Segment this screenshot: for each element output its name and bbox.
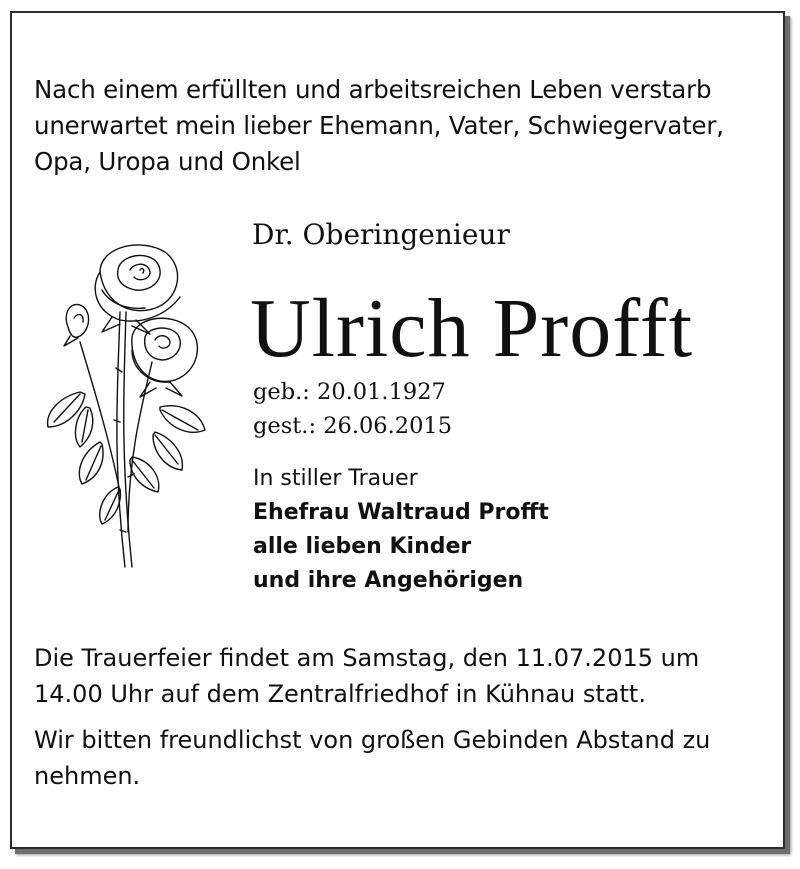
mourner-line: alle lieben Kinder: [253, 534, 472, 559]
request-line: nehmen.: [34, 762, 141, 790]
intro-text: [34, 72, 754, 180]
intro-line: Opa, Uropa und Onkel: [34, 147, 301, 176]
mourners-heading: In stiller Trauer: [253, 466, 418, 491]
intro-line: Nach einem erfüllten und arbeitsreichen Leben verstarb: [34, 75, 712, 104]
request-text: [34, 722, 759, 794]
request-line: Wir bitten freundlichst von großen Gebinden Abstand zu: [34, 726, 711, 754]
rose-illustration-icon: [40, 232, 215, 572]
intro-line: unerwartet mein lieber Ehemann, Vater, Schwiegervater,: [34, 111, 724, 140]
funeral-line: Die Trauerfeier findet am Samstag, den 11.07.2015 um: [34, 644, 700, 672]
mourner-line: und ihre Angehörigen: [253, 568, 524, 593]
life-dates: [253, 375, 452, 443]
birth-date: geb.: 20.01.1927: [253, 379, 446, 405]
funeral-line: 14.00 Uhr auf dem Zentralfriedhof in Kühnau statt.: [34, 680, 646, 708]
funeral-info: [34, 640, 759, 712]
mourners-block: [253, 462, 549, 598]
death-date: gest.: 26.06.2015: [253, 413, 453, 439]
deceased-name: Ulrich Profft: [250, 282, 694, 375]
deceased-title: Dr. Oberingenieur: [252, 218, 510, 251]
mourner-line: Ehefrau Waltraud Profft: [253, 500, 549, 525]
